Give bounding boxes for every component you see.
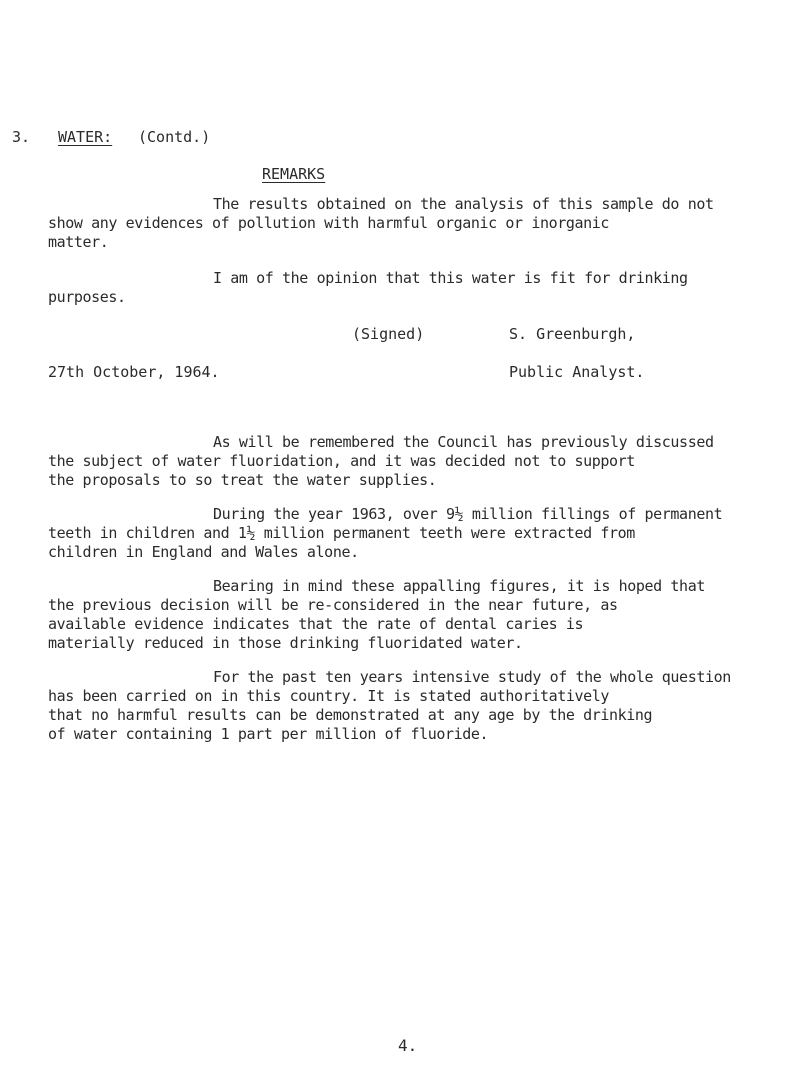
section-suffix: (Contd.): [138, 128, 211, 146]
body-paragraph-3: [48, 577, 796, 653]
text-line: Bearing in mind these appalling figures, it is hoped that: [213, 577, 705, 595]
text-line: matter.: [48, 233, 109, 251]
body-paragraph-1: [48, 433, 796, 490]
text-line: available evidence indicates that the rate of dental caries is: [48, 615, 584, 633]
text-line: show any evidences of pollution with harmful organic or inorganic: [48, 214, 609, 232]
text-line: has been carried on in this country. It is stated authoritatively: [48, 687, 609, 705]
text-line: the subject of water fluoridation, and it was decided not to support: [48, 452, 635, 470]
remarks-paragraph-2: [48, 269, 796, 307]
remarks-heading: REMARKS: [262, 165, 326, 183]
text-line: For the past ten years intensive study of the whole question: [213, 668, 731, 686]
text-line: of water containing 1 part per million of fluoride.: [48, 725, 489, 743]
body-paragraph-4: [48, 668, 796, 744]
text-line: I am of the opinion that this water is fit for drinking: [213, 269, 688, 287]
text-line: the previous decision will be re-considered in the near future, as: [48, 596, 618, 614]
report-date: 27th October, 1964.: [48, 363, 220, 381]
text-line: that no harmful results can be demonstrated at any age by the drinking: [48, 706, 653, 724]
text-line: As will be remembered the Council has previously discussed: [213, 433, 714, 451]
signed-label: (Signed): [352, 325, 425, 343]
text-line: purposes.: [48, 288, 126, 306]
text-line: materially reduced in those drinking fluoridated water.: [48, 634, 523, 652]
text-line: The results obtained on the analysis of this sample do not: [213, 195, 714, 213]
remarks-paragraph-1: [48, 195, 796, 252]
body-paragraph-2: [48, 505, 796, 562]
section-number: 3.: [12, 128, 31, 146]
text-line: During the year 1963, over 9½ million fillings of permanent: [213, 505, 723, 523]
section-title: WATER:: [58, 128, 113, 146]
text-line: children in England and Wales alone.: [48, 543, 359, 561]
signatory-name: S. Greenburgh,: [509, 325, 636, 343]
page-number: 4.: [398, 1036, 418, 1055]
text-line: the proposals to so treat the water supplies.: [48, 471, 437, 489]
signatory-role: Public Analyst.: [509, 363, 645, 381]
text-line: teeth in children and 1½ million permanent teeth were extracted from: [48, 524, 635, 542]
